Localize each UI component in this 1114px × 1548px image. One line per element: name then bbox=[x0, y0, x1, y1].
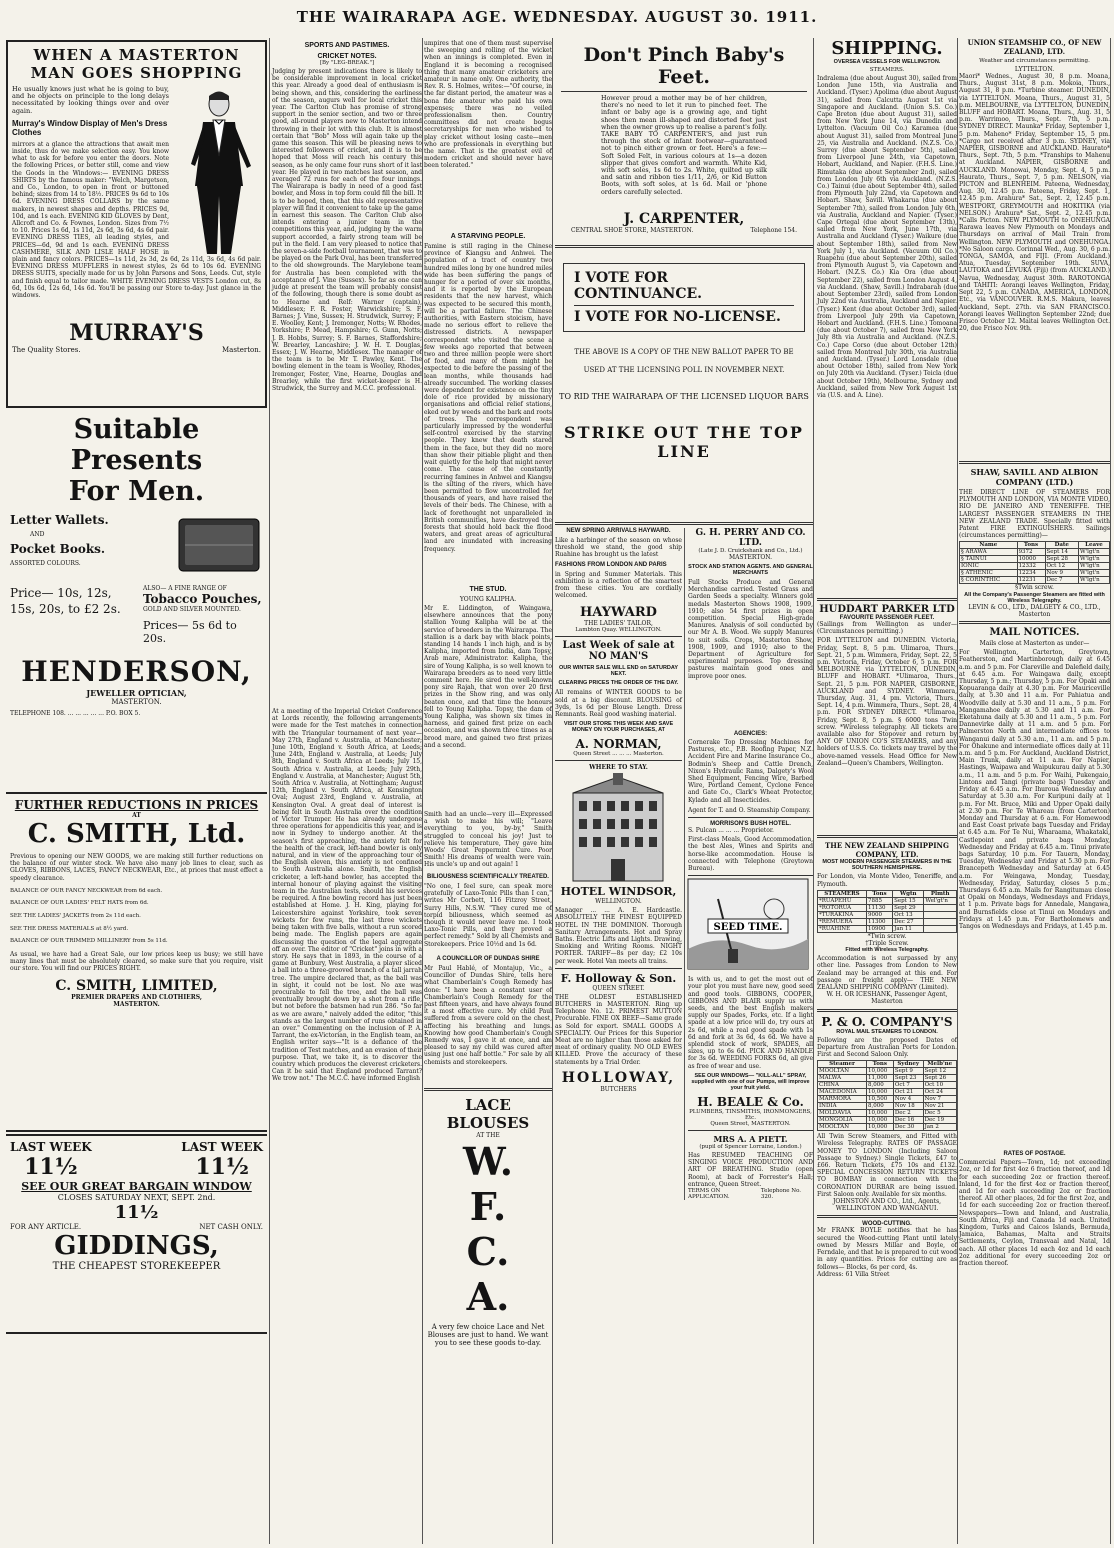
piett-sub: (pupil of Spencer Lorraine, London.) bbox=[699, 1143, 802, 1150]
nzship-triple: †Triple Screw. bbox=[865, 940, 909, 948]
vote-line-1: I VOTE FOR CONTINUANCE. bbox=[574, 270, 703, 302]
murray-brand: MURRAY'S bbox=[69, 319, 204, 346]
hayward-body: Like a harbinger of the season on whose threshold we stand, the good ship Ruahine has brought us the latest bbox=[555, 537, 682, 559]
sports-section-title: SPORTS AND PASTIMES. bbox=[304, 42, 390, 49]
shaw-agent: LEVIN & CO., LTD., DALGETY & CO., LTD., Masterton bbox=[968, 603, 1101, 618]
bilious-body: "No one, I feel sure, can speak more gratefully of Laxo-Tonic Pills than I can," writes Mr Corbett, 116 Fitzroy Street, Surry Hills, N.S.W. "They cured me of torpid biliousness, which seemed as though it would never leave me. I took Laxo-Tonic Pills, and they proved a perfect remedy." Sold by all Chemists and Storekeepers. Price 10½d and 1s 6d. bbox=[424, 883, 552, 948]
perry-agencies-body: Cornerake Top Dressing Machines for Pastures, etc., P.B. Roofing Paper, N.Z. Accident Fire and Marine Insurance Co., Bodmin's Sheep and Cattle Drench, Nixon's Hydraulic Rams, Dalgety's Wool Shed Equipment, Fencing Wire, Barbed Wire, Portland Cement, Cyclone Fence and Gate Co., Clark's Wheat Protector, Kylado and all Insecticides. bbox=[687, 739, 813, 804]
pando-header: Steamer bbox=[818, 1061, 867, 1068]
beale-name: H. BEALE & Co. bbox=[697, 1094, 804, 1109]
henderson-phone: TELEPHONE 108. ... ... ... ... ... P.O. BOX 5. bbox=[10, 710, 141, 717]
piett-terms: TERMS ON APPLICATION. bbox=[687, 1187, 730, 1200]
henderson-item-1: Letter Wallets. bbox=[10, 513, 109, 527]
table-row: § CORINTHIC 12231 Dec 7 W'lgt'n bbox=[960, 577, 1110, 584]
carpenter-address: CENTRAL SHOE STORE, MASTERTON. bbox=[571, 227, 694, 234]
pando-header: Melb'ne bbox=[923, 1061, 956, 1068]
column-5 bbox=[817, 38, 958, 1544]
henderson-item-2: Pocket Books. bbox=[10, 542, 106, 556]
murray-window-heading: Murray's Window Display of Men's Dress Clothes bbox=[12, 118, 168, 137]
nzship-fitted: Fitted with Wireless Telegraphy. bbox=[845, 947, 929, 954]
giddings-net: NET CASH ONLY. bbox=[199, 1223, 263, 1231]
table-row: *REMUERA 11300 Dec 27 bbox=[818, 918, 957, 925]
table-row: MOLDAVIA 10,000 Dec 2 Dec 5 bbox=[818, 1110, 957, 1117]
union-note: Weather and circumstances permitting. bbox=[979, 58, 1090, 64]
perry-name: G. H. PERRY AND CO. LTD. bbox=[695, 528, 806, 548]
norman-name: A. NORMAN, bbox=[575, 737, 662, 752]
smith-line: BALANCE OF OUR FANCY NECKWEAR from 6d each. bbox=[10, 887, 163, 894]
giddings-price-center: 11½ bbox=[114, 1202, 159, 1223]
wood-address: Address: 61 Villa Street bbox=[817, 1270, 890, 1278]
hayward-trade: THE LADIES' TAILOR, bbox=[584, 620, 653, 628]
vote-note-2: USED AT THE LICENSING POLL IN NOVEMBER NEXT. bbox=[583, 366, 785, 374]
lace-foot: A very few choice Lace and Net Blouses are just to hand. We want you to see these goods to-day. bbox=[427, 1323, 549, 1347]
pando-sub: ROYAL MAIL STEAMERS TO LONDON. bbox=[836, 1028, 938, 1035]
giddings-ad bbox=[6, 1134, 267, 1334]
henderson-town: MASTERTON. bbox=[111, 698, 162, 706]
smith-line: SEE THE LADIES' JACKETS from 2s 11d each. bbox=[10, 913, 141, 919]
shipping-title: SHIPPING. bbox=[831, 38, 943, 59]
table-row: § ARAWA 9372 Sept 14 W'lgt'n bbox=[960, 549, 1110, 556]
holloway-street: QUEEN STREET. bbox=[592, 984, 645, 992]
mail-title: MAIL NOTICES. bbox=[989, 627, 1080, 639]
cricket-byline: [By "LEG-BREAK."] bbox=[319, 60, 375, 66]
perry-agent-for: Agent for T. and O. Steamship Company. bbox=[687, 806, 811, 814]
lace-f: F. bbox=[469, 1184, 507, 1229]
nzship-twin: *Twin screw. bbox=[867, 932, 907, 940]
shaw-table bbox=[959, 541, 1110, 584]
union-from: LYTTELTON. bbox=[1014, 66, 1055, 73]
table-row: MOOLTAN 10,000 Dec 30 Jan 2 bbox=[818, 1124, 957, 1131]
smith-footer-town: MASTERTON. bbox=[113, 1001, 160, 1009]
smith-ad bbox=[6, 792, 267, 1132]
pando-body: All Twin Screw Steamers, and Fitted with Wireless Telegraphy. RATES OF PASSAGE MONEY TO LONDON (Including Saloon Passage to Sydney.) Single Tickets, £47 to £66. Return Tickets, £75 10s and £132. SPECIAL CONCESSION RETURN TICKETS TO BOMBAY in connection with the CORONATION DURBAR are being issued. First Saloon only. Available for six months. bbox=[817, 1133, 957, 1198]
stud-body: Mr E. Liddington, of Waingawa, elsewhere announces that the pony stallion Young Kalipha will be at the service of breeders in the Wairarapa. The stallion is a dark bay with black points, standing 14 hands 1 inch high, and is by Kalipha, imported from India, dam Topsy, Arab mare, Administrator. Kalipha, the sire of Young Kalipha, is so well known to Wairarapa breeders as to need very little comment here. He sired the well-known pony sire Rajah, that won over 20 first prizes in the Show ring, and was only beaten once, and that time the honours fell to Young Kalipha. Topsy, the dam of Young Kalipha, was shown six times in harness, and gained first prize on each occasion, and was shown three times as a brood mare, and gained two first prizes and a second. bbox=[424, 605, 552, 749]
giddings-last-week-left: LAST WEEK bbox=[10, 1140, 92, 1154]
hotel-windsor-building-illustration bbox=[559, 773, 677, 883]
hayward-body-2: in Spring and Summer Materials. This exhibition is a reflection of the smartest from these cities. You are cordially welcomed. bbox=[555, 570, 682, 600]
huddart-name: HUDDART PARKER LTD bbox=[819, 604, 955, 615]
smith-footer-trade: PREMIER DRAPERS AND CLOTHIERS, bbox=[71, 994, 202, 1002]
windsor-city: WELLINGTON. bbox=[595, 898, 642, 906]
norman-address: Queen Street ... ... ... Masterton. bbox=[573, 751, 664, 758]
perry-sub: (Late J. D. Cruickshank and Co., Ltd.) bbox=[698, 548, 803, 554]
smith-line: BALANCE OF OUR TRIMMED MILLINERY from 5s 11d. bbox=[10, 938, 168, 945]
column-4 bbox=[555, 38, 814, 1544]
henderson-ad bbox=[6, 410, 267, 790]
hayward-head: NEW SPRING ARRIVALS HAYWARD. bbox=[566, 528, 671, 534]
nzship-name: THE NEW ZEALAND SHIPPING COMPANY, LTD. bbox=[825, 841, 949, 860]
mail-rates: Commercial Papers—Town, 1d; not exceeding 2oz, or 1d for first 4oz 6 fraction thereof, and 1d for each succeeding 2oz or fraction thereof. Inland, 1d for the first 4oz or fraction thereof, and 1d for each succeeding 2oz or fraction thereof. All other places, 2d for the first 2oz, and 1d for each succeeding 2oz or fraction thereof. Newspapers—Town and Inland, and Australia, South Africa, Fiji and Canada 1d each. United Kingdom, Turks and Caicos Islands, Bermuda, Jamaica, Bahamas, Malta and Straits Settlements, Ceylon, Transvaal and Natal, 1d each. All other places 1d each 4oz and 1d each 2oz additional for every succeeding 2oz or fraction thereof. bbox=[959, 1159, 1110, 1268]
table-row: IONIC 12332 Oct 12 W'lgt'n bbox=[960, 563, 1110, 570]
starving-body: Famine is still raging in the Chinese province of Kiangsu and Anhwei. The population of a tract of country two hundred miles long by one hundred miles wide has been suffering the pangs of hunger for a period of over six months, and it is reported by the European residents that the new harvest, which was expected to be secured this month, will be a partial failure. The Chinese authorities, with Eastern stoicism, have made no serious effort to relieve the distressed districts. A newspaper correspondent who visited the scene a few weeks ago reported that between two and three million people were short of food, and many of them might be expected to die before the passing of the lean months, while thousands had already succumbed. The working classes were dependent for existence on the tiny dole of rice provided by missionary organisations and official relief stations, eked out by weeds and the bark and roots of trees. The correspondent was particularly impressed by the wonderful self-control exercised by the starving people. They knew that death stared them in the face, but they did no more than show their pitiable plight and then wait quietly for the help that might never come. The cause of the constantly recurring famines in Anhwei and Kiangsu is the silting of the rivers, which have been permitted to flow uncontrolled for thousands of years, and have raised the levels of their beds. The Chinese, with a lack of forethought not unparalleled in British communities, have destroyed the forests that should hold back the flood waters, and great areas of agricultural land are inundated with increasing frequency. bbox=[424, 243, 553, 553]
henderson-title-1: Suitable Presents bbox=[70, 414, 203, 476]
wood-head: WOOD-CUTTING. bbox=[862, 1221, 912, 1228]
pando-table bbox=[817, 1060, 957, 1131]
nzship-route: For London, via Monte Video, Teneriffe, and Plymouth. bbox=[817, 873, 957, 888]
masthead: THE WAIRARAPA AGE. WEDNESDAY. AUGUST 30. 1911. bbox=[296, 8, 818, 26]
table-row: INDIA 8,000 Nov 18 Nov 21 bbox=[818, 1103, 957, 1110]
pando-name: P. & O. COMPANY'S bbox=[821, 1014, 953, 1029]
pando-agent: JOHNSTON AND CO., Ltd., Agents, WELLINGTON AND WANGANUI. bbox=[832, 1198, 942, 1213]
vote-strike: STRIKE OUT THE TOP LINE bbox=[564, 423, 804, 461]
murray-ad bbox=[6, 40, 267, 408]
holloway-footer: HOLLOWAY, bbox=[561, 1069, 676, 1086]
giddings-closes: CLOSES SATURDAY NEXT, SEPT. 2nd. bbox=[57, 1193, 216, 1202]
shaw-body: THE DIRECT LINE OF STEAMERS FOR PLYMOUTH AND LONDON, VIA MONTE VIDEO, RIO DE JANEIRO AND TENERIFFE. THE LARGEST PASSENGER STEAMERS IN THE NEW ZEALAND TRADE. Specially fitted with Patent FIRE EXTINGUISHERS. Sailings (circumstances permitting)— bbox=[959, 489, 1110, 540]
smith-closing: As usual, we have had a Great Sale, our low prices keep us busy; we still have many lines that must be absolutely cleared, so make sure that you require, visit our store. You will find our PRICES RIGHT. bbox=[10, 950, 263, 973]
perry-town: MASTERTON. bbox=[728, 554, 773, 561]
smith-headline: FURTHER REDUCTIONS IN PRICES bbox=[14, 798, 259, 812]
wallet-illustration bbox=[175, 513, 263, 577]
murray-tagline: The Quality Stores. bbox=[12, 345, 81, 354]
morrison-body: First-class Meals, Good Accommodation, the best Ales, Wines and Spirits and horse-like accommodation. House is connected with Telephone (Greytown Bureau). bbox=[687, 836, 813, 873]
carpenter-ad bbox=[557, 40, 811, 242]
column-3 bbox=[424, 38, 553, 1544]
vote-note-1: THE ABOVE IS A COPY OF THE NEW BALLOT PAPER TO BE bbox=[574, 348, 794, 356]
morrison-name: MORRISON'S BUSH HOTEL. bbox=[710, 821, 791, 828]
nzship-header: Tons bbox=[866, 890, 892, 897]
nzship-table bbox=[817, 890, 957, 933]
henderson-and: AND bbox=[30, 531, 45, 538]
table-row: MALWA 11,000 Sept 23 Sept 26 bbox=[818, 1075, 957, 1082]
shaw-name: SHAW, SAVILL AND ALBION COMPANY (LTD.) bbox=[970, 467, 1099, 487]
dundas-heading: A COUNCILLOR OF DUNDAS SHIRE bbox=[436, 956, 540, 962]
henderson-pouches: Tobacco Pouches, bbox=[143, 592, 262, 606]
table-row: MARMORA 10,500 Nov 4 Nov 7 bbox=[818, 1096, 957, 1103]
shaw-header: Leave bbox=[1078, 542, 1109, 549]
hayward-address: Lambton Quay. WELLINGTON. bbox=[575, 627, 662, 634]
beale-address: Queen Street, MASTERTON. bbox=[710, 1120, 791, 1127]
starving-heading: A STARVING PEOPLE. bbox=[450, 233, 526, 240]
giddings-any: FOR ANY ARTICLE. bbox=[10, 1223, 82, 1231]
piett-body: Has RESUMED TEACHING OF SINGING VOICE PRODUCTION AND ART OF BREATHING. Studio (open Room), at back of Forrester's Hall; entrance, Queen Street. bbox=[687, 1151, 813, 1188]
smith-line: BALANCE OF OUR LADIES' FELT HATS from 6d. bbox=[10, 900, 149, 907]
dundas-body: Mr Paul Hablé, of Montajup, Vic., a Councillor of Dundas Shire, tells here what Chamberlain's Cough Remedy has done: "I have been a constant user of Chamberlain's Cough Remedy for the past fifteen years, and have always found it a most effective cure. My child Paul suffered from a severe cold on the chest, affecting his breathing and lungs. Knowing how good Chamberlain's Cough Remedy was, I gave it at once, and am pleased to say my child was cured after using just one half bottle." For sale by all chemists and storekeepers. bbox=[424, 965, 552, 1066]
table-row: MOOLTAN 10,000 Sept 9 Sept 12 bbox=[818, 1068, 957, 1075]
carpenter-name: J. CARPENTER, bbox=[623, 211, 745, 227]
wood-body: Mr FRANK BOYLE notifies that he has secured the Wood-cutting Plant until lately owned by Messrs Millar and Boyle, of Ferndale, and that he is prepared to cut wood in any quantities. Prices for cutting are as follows— Blocks, 6s per cord, 4s. bbox=[817, 1227, 957, 1271]
shaw-header: Name bbox=[960, 542, 1018, 549]
mail-body: For Wellington, Carterton, Greytown, Featherston, and Martinborough daily at 6.45 a.m. and 5 p.m. For Clareville and Dalefield daily, at 6.45 a.m. For Waingawa daily, except Thursday, 5 p.m.; Thursday, 5 p.m. For Opaki and Kopuaranga daily at 4.30 p.m. For Mauriceville daily, at 5.30 and 11 a.m. For Pahiatua and Woodville daily at 5.30 and 11 a.m., 5 p.m. For Mangamahoe daily at 5.30 and 11 a.m. For Eketahuna daily at 5.30 and 11 a.m., 5 p.m. For Dannevirke daily at 11 a.m. and 5 p.m. For Palmerston North and intermediate offices to Wanganui daily at 5.30 a.m., 11 a.m. and 5 p.m. For Ohakune and intermediate offices daily at 11 a.m. and 5 p.m. For Auckland, Auckland District, Main Trunk, daily at 11 a.m. For Napier, Hastings, Waipawa and Waipukurau daily at 5.30 a.m., 11 a.m. and 5 p.m. For Waihi, Pukengaio, Lintons and Tangi (private bags) Tuesday and Friday at 6.45 a.m. For Ihuroua Wednesday and Saturday at 5.30 a.m. For Kuripuni daily at 1 p.m. For Mt. Bruce, Miki and Upper Opaki daily at 2.30 p.m. For Te Whareau (from Carterton) Monday and Thursday at 6 a.m. For Homewood and East Coast private bags Tuesday and Friday at 6.45 a.m. For Te Nui, Wharaama, Whakataki, Castlepoint and private bags Monday, Wednesday and Friday at 6.45 a.m. Tinui private bags Saturday, 10 p.m. For Tauern, Monday, Tuesday, Wednesday and Friday at 5.30 p.m. For Brancepeth Wednesday and Saturday at 6.45 a.m. For Weingawa, Monday, Tuesday, Wednesday, Friday, Saturday, closes 5 p.m.; Thursdays 6.45 a.m. Mails for Rangitumau close at Opaki on Mondays, Wednesdays and Fridays, at 1 p.m. Private bags for Annedale, Mangawa, and Burnsfields close at Tinui on Mondays and Fridays at 1.45 p.m. For Bartholomews and Tangos on Wednesdays and Fridays, at 1.45 p.m. bbox=[959, 649, 1110, 930]
pando-header: Tons bbox=[867, 1061, 894, 1068]
holloway-name: F. Holloway & Son. bbox=[560, 971, 677, 985]
hayward-name: HAYWARD bbox=[580, 605, 657, 621]
baby-headline: Don't Pinch Baby's Feet. bbox=[583, 44, 785, 88]
beale-see: SEE OUR WINDOWS— "KILL-ALL" SPRAY, supplied with one of our Pumps, will improve your fruit yield. bbox=[691, 1072, 810, 1091]
giddings-price-right: 11½ bbox=[195, 1154, 249, 1180]
table-row: *RUAPEHU 7885 Sept 15 Wel'gt'n bbox=[818, 897, 957, 904]
lace-title: LACE BLOUSES bbox=[446, 1096, 530, 1132]
shipping-oversea: OVERSEA VESSELS FOR WELLINGTON. bbox=[833, 59, 941, 65]
norman-visit: VISIT OUR STORE THIS WEEK AND SAVE MONEY ON YOUR PURCHASES, AT bbox=[563, 721, 674, 734]
lace-c: C. bbox=[466, 1229, 510, 1274]
table-row: MONGOLIA 10,000 Dec 16 Dec 19 bbox=[818, 1117, 957, 1124]
murray-town: Masterton. bbox=[222, 345, 261, 354]
henderson-prices-left: Price— 10s, 12s, 15s, 20s, to £2 2s. bbox=[10, 586, 121, 616]
murray-body: mirrors at a glance the attractions that await men inside, thus do we make selection easy. You know what to ask for before you enter the doors. Note the following Prices, or better still, come and view the Goods in the Windows:— EVENING DRESS SHIRTS by the famous maker: "Welch, Margetson, and Co., London, to open in front or buttoned behind; sizes from 14 to 18½. PRICES 9s 6d to 10s 6d. EVENING DRESS COLLARS by the same makers, in newest shapes and depths. PRICES 9d, 10d, and 1s each. EVENING KID GLOVES by Dent, Allcroft and Co. & Fownes, London. Sizes from 7½ to 10. Prices 1s 6d, 1s 11d, 2s 6d, 3s 6d, 4s 6d pair. EVENING DRESS TIES, all leading styles, and PRICES—6d, 9d and 1s each. EVENING DRESS CASHMERE, SILK AND LISLE HALF HOSE in plain and fancy colors. PRICES—1s 11d, 2s 3d, 2s 6d, 2s 11d, 3s 6d, 4s 6d pair. EVENING DRESS MUFFLERS in newest styles, 2s 6d to 10s 6d. EVENING DRESS SUITS, specially made for us by John Parsons and Sons, Leeds. Cut, style and finish equal to tailor made. WHITE EVENING DRESS VESTS London cut, 8s 6d, 10s 6d, 12s 6d, 14s 6d. You'll be passing our Store to-day. Just glance in the windows. bbox=[12, 140, 261, 300]
shaw-header: Tons bbox=[1017, 542, 1045, 549]
seed-time-illustration bbox=[688, 879, 808, 969]
huddart-body: FOR LYTTELTON and DUNEDIN. Victoria, Friday, Sept. 8, 5 p.m. Ulimaroa, Thurs., Sept. 21, 5 p.m. Wimmera, Friday, Sept. 22, 5 p.m. Victoria, Friday, October 6, 5 p.m. FOR MELBOURNE via LYTTELTON, DUNEDIN, BLUFF and HOBART. *Ulimaroa, Thurs., Sept. 21, 5 p.m. FOR NAPIER, GISBORNE, AUCKLAND and SYDNEY. Wimmera, Thursday, Aug. 31, 4 pm. Victoria, Thurs., Sept. 14, 4 p.m. Wimmera, Thurs., Sept. 28, 4 p.m. FOR SYDNEY DIRECT. *Ulimaroa, Friday, Sept. 8, 5 p.m. § 6000 tons Twin screw. *Wireless telegraphy. All tickets are available also for Stopover and return by ANY OF UNION CO'S STEAMERS, and any holders of U.S.S. Co. tickets may travel by the above-named vessels. Head Office for New Zealand—Queen's Chambers, Wellington. bbox=[817, 637, 957, 767]
henderson-trade: JEWELLER OPTICIAN, bbox=[86, 688, 187, 698]
union-name: UNION STEAMSHIP CO., OF NEW ZEALAND, LTD. bbox=[967, 38, 1102, 56]
umpires-body: umpires that one of them must supervise the sweeping and rolling of the wicket when an innings is completed. Even in England it is becoming a recognised thing that many amateur cricketers are amateur in name only. One authority, the Rev. R. S. Holmes, writes:—"Of course, in the far distant period, the amateur was a bona fide amateur who paid his own expenses; there was no veiled professionalism then. Country committees did not create bogus secretaryships for men who wished to play cricket without losing caste—men who are professionals in everything but the name. That is the greatest evil of modern cricket and should never have been tolerated." bbox=[424, 40, 552, 170]
carpenter-phone: Telephone 154. bbox=[750, 227, 797, 234]
smith-line: SEE THE DRESS MATERIALS at 8½ yard. bbox=[10, 925, 129, 932]
pando-header: Sydney bbox=[893, 1061, 923, 1068]
column-2 bbox=[272, 38, 423, 1544]
lace-w: W. bbox=[463, 1139, 513, 1184]
giddings-name: GIDDINGS, bbox=[54, 1231, 219, 1261]
table-row: MACEDONIA 10,000 Oct 21 Oct 24 bbox=[818, 1089, 957, 1096]
lace-at: AT THE bbox=[476, 1132, 500, 1139]
norman-head: Last Week of sale at NO MAN'S bbox=[562, 640, 675, 663]
column-4-left bbox=[555, 528, 685, 1200]
nzship-header: STEAMERS bbox=[818, 890, 867, 897]
henderson-mounted: GOLD AND SILVER MOUNTED. bbox=[143, 606, 241, 613]
giddings-price-left: 11½ bbox=[24, 1154, 78, 1180]
nzship-header: Wgtn bbox=[893, 890, 924, 897]
column-1 bbox=[4, 38, 270, 1544]
stud-heading: THE STUD. bbox=[469, 586, 507, 593]
murray-lead: He usually knows just what he is going to buy, and he objects on principle to the long delays necessitated by looking things over and over again. bbox=[12, 85, 169, 115]
table-row: CHINA 8,000 Oct 7 Oct 10 bbox=[818, 1082, 957, 1089]
shipping-body: Indralema (due about August 30), sailed from London June 15th, via Australia and Auckland. (Tyser.) Apolima (due about August 31), sailed from Calcutta August 1st via Singapore and Auckland. (Union S.S. Co.) Cape Breton (due about August 31), sailed from New York June 14, via Dunedin and Lyttelton. (Vacuum Oil Co.) Karamea (due about August 31), sailed from Montreal June 25, via Australia and Auckland. (N.Z.S. Co.) Surrey (due about September 5th), sailed from Liverpool June 24th, via Capetown, Hobart, Auckland, and Napier. (F.H.S. Line.) Rimutaka (due about September 2nd), sailed from London July 6th via Auckland. (N.Z.S. Co.) Tainui (due about September 4th), sailed from Plymouth July 22nd, via Capetown and Hobart. Shaw, Savill. Whakarua (due about September 7th), sailed from London July 6th, via Australia, Auckland and Napier. (Tyser.) Cape Ortegal (due about September 13th), sailed from New York, June 17th, via Australia and Auckland (Tyser.) Waikure (due about September 18th), sailed from New York July 1, via Auckland. (Vacuum Oil Co.) Ruapehu (due about September 20th), sailed from Plymouth August 5, via Capetown and Hobart. (N.Z.S. Co.) Kia Ora (due about September 22), sailed from London August 4, via Auckland. (Shaw, Savill.) Indrabarah (due about September 23rd), sailed from London July 22nd via Australia, Auckland and Napier. (Tyser.) Kent (due about October 3rd), sailed from Liverpool July 29th via Capetown, Hobart and Auckland. (F.H.S. Line.) Tomoana (due about October 7), sailed from New York July 8th via Australia and Auckland. (N.Z.S. Co.) Cape Corso (due about October 12th) sailed from Montreal July 30th, via Australia and Auckland. (Tyser.) Lord Lonsdale (due about October 18th), sailed from New York on July 20th via Auckland. (Tyser.) Teicla (due about October 19th), Melbourne, Sydney and Auckland, sailed from New York August 1st via (U.S. and A. Line). bbox=[817, 75, 957, 399]
holloway-trade: BUTCHERS bbox=[600, 1085, 637, 1093]
giddings-sale: SEE OUR GREAT BARGAIN WINDOW bbox=[21, 1180, 252, 1193]
smith-intro: Previous to opening our NEW GOODS, we are making still further reductions on the balance of our winter stock. We have also many job lines to clear, such as GLOVES, RIBBONS, LACES, FANCY NECKWEAR, Etc., at prices that must effect a speedy clearance. bbox=[10, 853, 263, 882]
smith-story: Smith had an uncle—very ill—Expressed a wish to make his will; "Leave everything to you, by-by," Smith struggled to conceal his joy! Just to relieve his temperature, They gave him Woods' Great Peppermint Cure. Poor Smith! His dreams of wealth were vain. His uncle's up and out again! 1 bbox=[424, 811, 552, 869]
henderson-assorted: ASSORTED COLOURS. bbox=[10, 560, 81, 567]
shipping-steamers: STEAMERS. bbox=[869, 67, 905, 73]
beale-trade: PLUMBERS, TINSMITHS, IRONMONGERS, Etc. bbox=[689, 1108, 812, 1121]
piett-name: MRS A. A PIETT. bbox=[713, 1133, 788, 1144]
man-in-evening-dress-illustration bbox=[173, 86, 261, 256]
morrison-prop: S. Pulcan ... ... ... Proprietor. bbox=[687, 827, 774, 835]
table-row: *RUAHINE 10900 Jan 11 bbox=[818, 925, 957, 932]
huddart-note: (Sailings from Wellington as under—(Circumstances permitting.) bbox=[817, 621, 957, 636]
table-row: § TAINUI 10000 Sept 28 W'lgt'n bbox=[960, 556, 1110, 563]
column-4-right bbox=[685, 528, 813, 1200]
smith-lines bbox=[10, 888, 263, 945]
henderson-prices-right: Prices— 5s 6d to 20s. bbox=[143, 619, 237, 645]
norman-body: All remains of WINTER GOODS to be sold at a big discount. BLOUSING of 3yds, 1s 6d per Blouse Length. Dress Remnants. Real good washing material. bbox=[555, 689, 682, 719]
huddart-sub: FAVOURITE PASSENGER FLEET. bbox=[839, 615, 935, 621]
shaw-header: Date bbox=[1045, 542, 1078, 549]
giddings-tag: THE CHEAPEST STOREKEEPER bbox=[52, 1261, 221, 1272]
vote-line-2: I VOTE FOR NO-LICENSE. bbox=[574, 309, 781, 325]
union-body: Maori* Wednes., August 30, 8 p.m. Moana, Thurs., August 31st, 8 p.m. Mokoia, Thurs., August 31, 8 p.m. *Turbine steamer. DUNEDIN, via LYTTELTON. Moana, Thurs., August 31, 5 p.m. MELBOURNE, via LYTTELTON, DUNEDIN, BLUFF and HOBART. Moana, Thurs., Aug. 31, 5 p.m. Warrimoo, Thurs., Sept. 7th, 5 p.m. SYDNEY DIRECT. Maunka* Friday, September 1, 5 p.m. Maheno* Friday, September 15, 5 pm. *Cargo not received after 3 p.m. SYDNEY, via NAPIER, GISBORNE and AUCKLAND. Haurato* Thurs., Sept. 7th, 5 p.m. *Tranships to Mahenu at Auckland. NAPIER, GISBORNE and AUCKLAND. Monowai, Monday, Sept. 4, 5 p.m. Haurato, Thurs., Sept. 7, 5 p.m. NELSON, via PICTON and BLENHEIM. Pateena, Wednesday, Aug. 30, 12.45 p.m. Pateena, Friday, Sept. 1, 12.45 p.m. Arahura* Sat., Sept. 2, 12.45 p.m. WESTPORT, GREYMOUTH and HOKITIKA (via NELSON.) Arahura* Sat., Sept. 2, 12.45 p.m. *Calls Picton. NEW PLYMOUTH to ONEHUNGA Rarawa leaves New Plymouth on Mondays and Thursdays on arrival of Mail Train from Wellington. NEW PLYMOUTH and ONEHUNGA. *No Saloon cargo. Corinnal Wed., Aug. 30, 6 p.m. TONGA, SAMOA, and FIJI. (From Auckland.) Atua, Tuesday, September 19th. SUVA, LAUTOKA and LEVUKA (Fiji) (from AUCKLAND.) Navua, Wednesday, August 30th. RAROTONGA and TAHITI: Aorangi leaves Wellington, Friday, Sept 22, 5 p.m. CANADA, AMERICA, LONDON, Etc., via VANCOUVER. R.M.S. Makura, leaves Auckland, Sept. 27th. via SAN FRANCISCO. Aorangi leaves Wellington September 22nd; due Frisco October 12. Maitai leaves Wellington Oct. 20, due Frisco Nov. 9th. bbox=[959, 73, 1110, 333]
mail-intro: Mails close at Masterton as under— bbox=[979, 640, 1090, 648]
perry-body: Full Stocks Produce and General Merchandise carried. Tested Grass and Garden Seeds a specialty. Winners gold medals Masterton Shows 1908, 1909, 1910; also 54 first prizes in open competition. Special High-grade Manures. Analysis of soil conducted by our Mr A. B. Wood. We supply Manures to suit soils. Crops, Masterton Show, 1908, 1909, and 1910; also to the Department of Agriculture for experimental purposes. Top dressing pastures maintain good ones and improve poor ones. bbox=[687, 579, 813, 680]
giddings-last-week-right: LAST WEEK bbox=[181, 1140, 263, 1154]
cricket-body-2: At a meeting of the Imperial Cricket Conference at Lords recently, the following arrangements were made for the Test matches in connection with the Triangular tournament of next year—May 27th, England v. Australia, at Manchester; June 10th, England v. South Africa, at Leeds; June 24th, England v. Australia, at Leeds; July 8th, England v. South Africa at Leeds; July 15, South Africa v. Australia, at Leeds; July 29th, England v. Australia, at Manchester; August 5th, South Africa v. Australia, at Nottingham; August 12th, England v. South Africa, at Kensington Oval; August 23rd, England v. Australia, at Kensington Oval. A great deal of interest is being felt in South Australia over the condition of Victor Trumper. He has already undergone three operations for appendicitis this year, and is now in Sydney to undergo another. At the season's first approaching, the anxiety felt for the health of the crack, left-hand bowler is only natural, and in view of the approaching tour of the English eleven, this anxiety is not confined to South Australia alone. Smith, the English cricketer, a left-hand bowler, has accepted the internal honour of playing against the visiting team in the Australian tests, should his services be required. A fine bowling record has just been established at Home. J. H. King, playing for Leicestershire against Yorkshire, took seven wickets for few runs, the last three wickets being taken with five balls, without a run scored being made. The English papers are again discussing the question of the legal aggregate off an over. The editor of "Cricket" joins in with a story. He says that in 1893, in the course of a game at Bunbury, West Australia, a player sliced a ball into a three-grooved branch of a tall jarrah tree. The umpire declared that, as the ball was in sight, it could not be lost. No axe was procurable to fell the tree, and the ball was eventually brought down by a shot from a rifle, but not before the batsmen had run 286. "So far as we are aware," naively added the editor, "this stands as the largest number of runs obtained in an over." Commenting on the inclusion of P. A. Tarrant, the ex-Victorian, in the English team, an English writer says—"It is a defiance of the tradition of Test matches, and an evasion of their purpose. That, we take it, is to discover the country which produces the cleverest cricketers. Can it be said that England produced Tarrant? We trow not." The M.C.C. have informed English bbox=[272, 708, 422, 1083]
vote-rid: TO RID THE WAIRARAPA OF THE LICENSED LIQUOR BARS bbox=[559, 392, 809, 401]
perry-agents: STOCK AND STATION AGENTS. AND GENERAL MERCHANTS bbox=[688, 564, 813, 576]
lace-a: A. bbox=[466, 1274, 510, 1319]
seed-time-label: SEED TIME. bbox=[713, 922, 783, 934]
cricket-body: Judging by present indications there is likely to be considerable improvement in local cricket this year. Already a good deal of enthusiasm is being shown, and this, considering the earliness of the season, augurs well for local cricket this year. The Carlton Club has promise of strong support in the senior section, and two or three good, all-round players new to Masterton intend throwing in their lot with this club. It is almost certain that "Bob" Moss will again take up the game this season. This will be pleasing news to interested followers of cricket, and it is to be hoped that Moss will reach his century this season, as he only came four runs short of it last year. He played in two matches last season, and averaged 72 runs for each of the four innings. The Wairarapa is badly in need of a good fast bowler, and Moss in top form could fill the bill. It is to be hoped, then, that this old representative player will find it convenient to take up the game in earnest this season. The Carlton Club also intends entering a junior team in the competitions this year, and, judging by the warm support accorded, a fairly strong team will be put in the field. I am very pleased to notice that the seven-a-side football tournament, that was to be played on the Park Oval, has been transferred to the old showgrounds. The Marylebone team for Australia has been completed with the acceptance of J. Vine (Sussex). So far as one can judge at present the team will probably consist of the following, though there is some doubt as to Hearne and Relf: Warner (captain), Middlesex; F. R. Foster, Warwickshire; S. F. Barnes; J. Vine, Sussex; H. Strudwick, Surrey; F. E. Woolley, Kent; J. Iremonger, Notts; W. Rhodes, Yorkshire; P. Mead, Hampshire; G. Gunn, Notts; J. B. Hobbs, Surrey; S. F. Barnes, Staffordshire; W. Brearley, Lancashire; J. W. H. T. Douglas, Essex; J. W. Hearne, Middlesex. The manager of the team is to be Mr T. Pawley, Kent. The bowling element in the team is Woolley, Rhodes, Iremonger, Foster, Vine, Hearne, Douglas and Brearley, while the first wicket-keeper is H. Strudwick, the Surrey and M.C.C. professional. bbox=[272, 68, 423, 392]
henderson-name: HENDERSON, bbox=[21, 655, 252, 688]
smith-name: C. SMITH, Ltd. bbox=[27, 819, 246, 849]
smith-footer-name: C. SMITH, LIMITED, bbox=[55, 978, 218, 995]
holloway-body: THE OLDEST ESTABLISHED BUTCHERS in MASTERTON. Ring up Telephone No. 12. PRIMEST MUTTON Procurable. FINE OX BEEF—Same grade as Sold for export. SMALL GOODS A SPECIALTY. Our Prices for this Superior Meat are no higher than those asked for meat of ordinary quality. NO OLD EWES KILLED. Prove the accuracy of these statements by a Trial Order. bbox=[555, 993, 682, 1066]
nzship-body: Accommodation is not surpassed by any other line. Passages from London to New Zealand may be arranged at this end. For passage or freight apply— THE NEW ZEALAND SHIPPING COMPANY (Limited). bbox=[817, 955, 957, 992]
stud-sub: YOUNG KALIPHA. bbox=[459, 596, 517, 603]
windsor-name: HOTEL WINDSOR, bbox=[560, 885, 677, 899]
table-row: *TURAKINA 9000 Oct 13 bbox=[818, 911, 957, 918]
hayward-fashions: FASHIONS FROM LONDON AND PARIS bbox=[555, 561, 667, 568]
windsor-body: Manager ... ... A. E. Hardcastle. ABSOLUTELY THE FINEST EQUIPPED HOTEL IN THE DOMINION. Thorough Sanitary Arrangements. Hot and Spray Baths. Electric Lifts and Lights. Drawing, Smoking and Writing Rooms. NIGHT PORTER. TARIFF—8s per day; £2 10s per week. Hotel Van meets all trains. bbox=[555, 907, 682, 965]
murray-headline-2: MAN GOES SHOPPING bbox=[30, 64, 243, 82]
smith-at: AT bbox=[132, 812, 141, 819]
column-6 bbox=[959, 38, 1111, 1544]
piett-phone: Telephone No. 320. bbox=[760, 1187, 802, 1200]
mail-rates-head: RATES OF POSTAGE. bbox=[1003, 1151, 1066, 1158]
cricket-heading: CRICKET NOTES. bbox=[317, 53, 377, 60]
pando-note: Following are the proposed Dates of Departure from Australian Ports for London. First and Second Saloon Only. bbox=[817, 1036, 957, 1059]
nzship-agent: W. H. OR ICESHANK, Passenger Agent, Masterton bbox=[826, 991, 948, 1006]
lace-ad bbox=[424, 1094, 552, 1394]
norman-clearing: CLEARING PRICES THE ORDER OF THE DAY. bbox=[558, 680, 679, 687]
henderson-also: ALSO— A FINE RANGE OF bbox=[143, 585, 227, 592]
murray-headline-1: WHEN A MASTERTON bbox=[33, 46, 240, 64]
vote-ad bbox=[555, 251, 813, 519]
nzship-sub: MOST MODERN PASSENGER STEAMERS IN THE SOUTHERN HEMISPHERE. bbox=[822, 859, 952, 872]
bilious-heading: BILIOUSNESS SCIENTIFICALLY TREATED. bbox=[427, 874, 549, 880]
nzship-header: Plmth bbox=[924, 890, 957, 897]
windsor-where: WHERE TO STAY. bbox=[589, 764, 648, 772]
table-row: § ATHENIC 12234 Nov 9 W'lgt'n bbox=[960, 570, 1110, 577]
norman-sub: OUR WINTER SALE WILL END on SATURDAY NEXT. bbox=[558, 665, 679, 678]
henderson-title-2: For Men. bbox=[68, 476, 205, 507]
beale-body: Is with us, and to get the most out of your plot you must have new, good seed and good tools. GIBBONS, COOPER, GIBBONS AND BLAIR supply us with seeds, and the best English makers supply our Spades, Forks, etc. If a light spade at a low price will do, try ours at 2s 6d, while a real good spade with 1s 6d and fork at 3s 6d, 4s 6d. We have a splendid stock of work, SPADES, all sizes, up to 6s 6d. PICK AND HANDLE for 3s 6d. WEEDING FORKS 6d, all give as free of wear and use. bbox=[687, 976, 813, 1070]
shaw-twin: §Twin screw. bbox=[1015, 584, 1054, 592]
table-row: *ROTORUA 11130 Sept 29 bbox=[818, 904, 957, 911]
perry-agencies: AGENCIES: bbox=[733, 731, 768, 737]
baby-body: However proud a mother may be of her children, there's no need to let it run to pinched feet. The infant or baby age is a growing age, and tight shoes then mean ill-shaped and distorted feet just when the owner grows up to realise a parent's folly. TAKE BABY TO CARPENTER'S, and just run through the stock of infant footwear—guaranteed not to pinch either grown or feet. Here's a few:— Soft Soled Felt, in various colours at 1s—a dozen slipper that gives comfort and warmth. White Kid, with soft soles, 1s 6d to 2s. White, quilted up silk and satin and ribbon ties 1/11, 2/6, or Kid Button Boots, with soft soles, at 1s 6d. Mail or 'phone orders carefully selected. bbox=[601, 95, 767, 196]
shaw-fitted: All the Company's Passenger Steamers are fitted with Wireless Telegraphy. bbox=[964, 591, 1105, 604]
